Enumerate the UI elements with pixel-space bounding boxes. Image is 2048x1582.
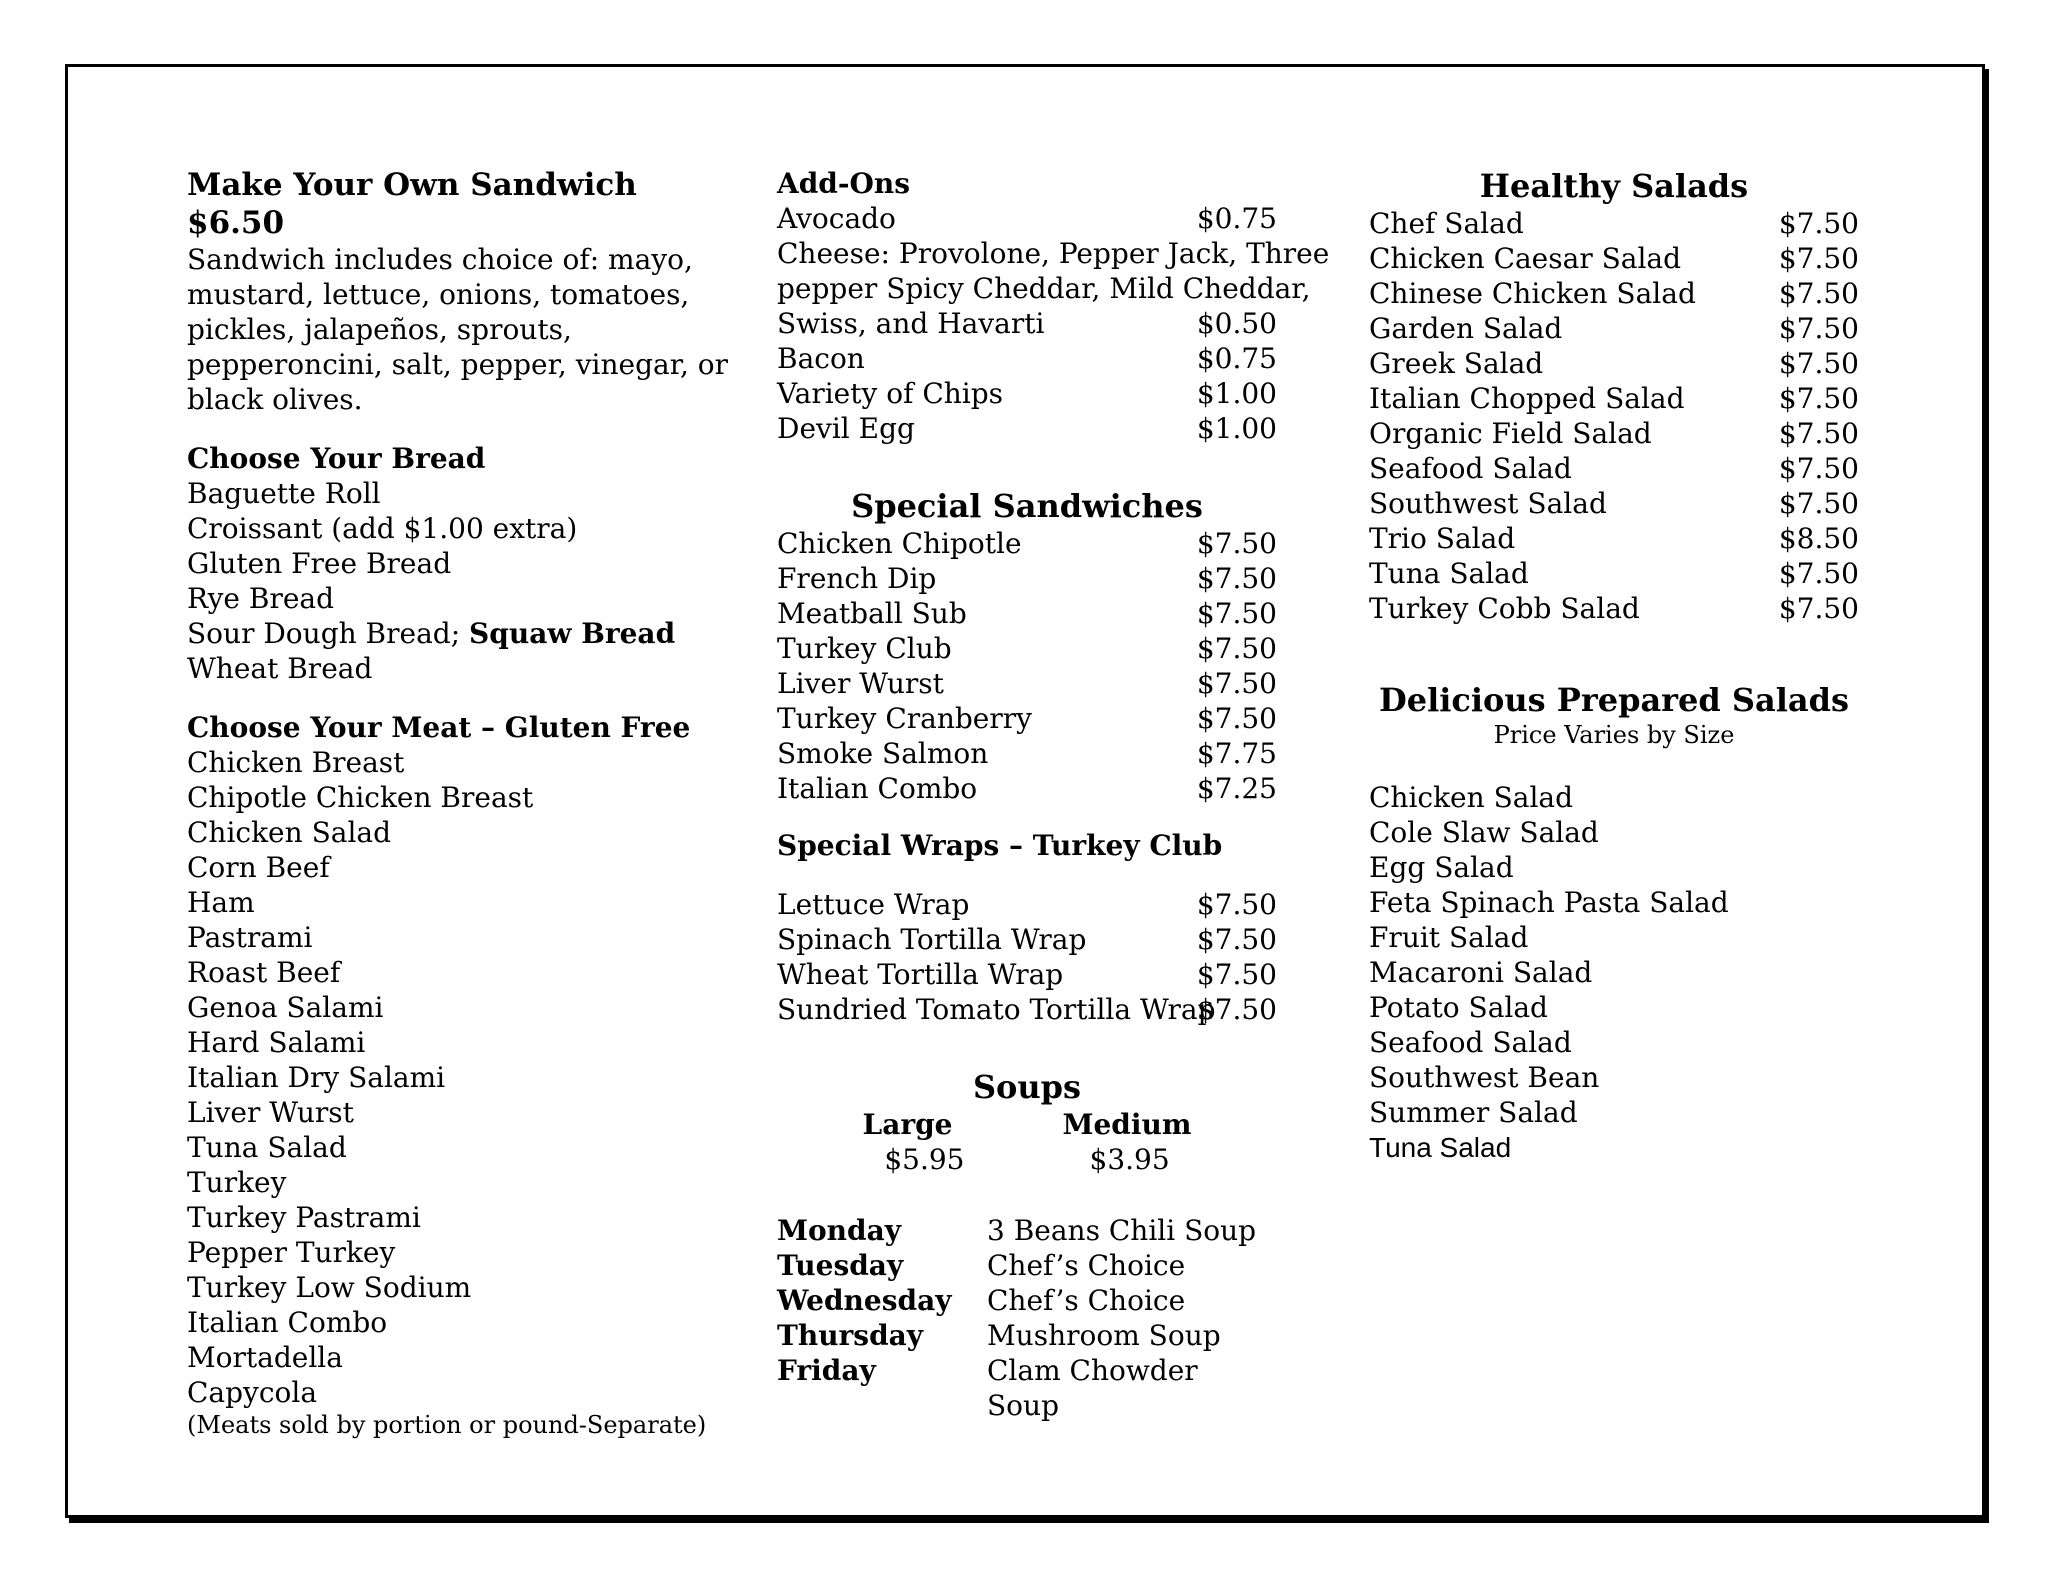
special-name: Chicken Chipotle [777, 527, 1022, 560]
special-name: Smoke Salmon [777, 737, 989, 770]
salad-price: $7.50 [1778, 487, 1859, 520]
salad-row [1369, 521, 1859, 556]
addon-name: Devil Egg [777, 412, 915, 445]
soup-large-price: $5.95 [884, 1143, 965, 1176]
addon-name: Swiss, and Havarti [777, 307, 1045, 340]
wrap-name: Sundried Tomato Tortilla Wrap [777, 993, 1216, 1026]
salad-name: Italian Chopped Salad [1369, 382, 1685, 415]
special-row [777, 561, 1277, 596]
salad-row [1369, 276, 1859, 311]
meat-item: Roast Beef [187, 956, 341, 989]
addon-name: Bacon [777, 342, 865, 375]
special-name: Liver Wurst [777, 667, 944, 700]
special-price: $7.50 [1196, 527, 1277, 560]
special-name: Turkey Cranberry [777, 702, 1032, 735]
meat-item: Mortadella [187, 1341, 343, 1374]
salad-row [1369, 241, 1859, 276]
description-line: pickles, jalapeños, sprouts, [187, 313, 572, 346]
salad-name: Organic Field Salad [1369, 417, 1652, 450]
meat-item: Chipotle Chicken Breast [187, 781, 534, 814]
soups-title: Soups [972, 1068, 1082, 1106]
meat-list [187, 745, 707, 1410]
salad-row [1369, 381, 1859, 416]
salad-row [1369, 416, 1859, 451]
salad-row [1369, 206, 1859, 241]
wrap-row [777, 957, 1277, 992]
prepared-salad-item: Potato Salad [1369, 991, 1548, 1024]
special-row [777, 526, 1277, 561]
addon-price: $0.50 [1196, 307, 1277, 340]
soup-day: Tuesday [777, 1249, 904, 1282]
meat-item: Tuna Salad [187, 1131, 347, 1164]
description-line: black olives. [187, 383, 363, 416]
prepared-salad-item: Seafood Salad [1369, 1026, 1572, 1059]
soup-of-day: Clam Chowder Soup [987, 1354, 1198, 1422]
special-row [777, 631, 1277, 666]
salad-name: Greek Salad [1369, 347, 1544, 380]
prepared-salad-item: Cole Slaw Salad [1369, 816, 1599, 849]
wrap-price: $7.50 [1196, 888, 1277, 921]
salad-row [1369, 556, 1859, 591]
meat-item: Turkey [187, 1166, 287, 1199]
soup-day: Friday [777, 1354, 876, 1387]
prepared-salad-item: Southwest Bean [1369, 1061, 1600, 1094]
wrap-name: Spinach Tortilla Wrap [777, 923, 1087, 956]
soup-schedule [777, 1213, 1277, 1423]
addon-row [777, 201, 1277, 236]
addon-name: Cheese: Provolone, Pepper Jack, Three [777, 237, 1330, 270]
addon-name: Avocado [777, 202, 896, 235]
meat-item: Italian Combo [187, 1306, 388, 1339]
salad-name: Chinese Chicken Salad [1369, 277, 1696, 310]
soup-medium-label: Medium [1062, 1108, 1192, 1141]
addon-price: $0.75 [1196, 202, 1277, 235]
salad-name: Tuna Salad [1369, 557, 1529, 590]
addon-row [777, 376, 1277, 411]
make-your-own-title: Make Your Own Sandwich $6.50 [187, 167, 637, 241]
salad-price: $7.50 [1778, 592, 1859, 625]
salad-row [1369, 591, 1859, 626]
salad-price: $7.50 [1778, 277, 1859, 310]
salad-name: Southwest Salad [1369, 487, 1607, 520]
special-price: $7.25 [1196, 772, 1277, 805]
special-price: $7.75 [1196, 737, 1277, 770]
soup-medium-price: $3.95 [1089, 1143, 1170, 1176]
special-wraps-title: Special Wraps – Turkey Club [777, 829, 1223, 862]
addon-price: $1.00 [1196, 377, 1277, 410]
soup-of-day: 3 Beans Chili Soup [987, 1214, 1257, 1247]
addon-price: $0.75 [1196, 342, 1277, 375]
soup-size-labels [777, 1107, 1277, 1142]
salad-name: Seafood Salad [1369, 452, 1572, 485]
bread-item-squaw: Squaw Bread [469, 617, 676, 650]
meat-item: Genoa Salami [187, 991, 384, 1024]
description-line: Sandwich includes choice of: mayo, [187, 243, 693, 276]
salad-row [1369, 311, 1859, 346]
salad-name: Chicken Caesar Salad [1369, 242, 1682, 275]
column-addons-specials [777, 166, 1330, 1423]
prepared-salad-item: Chicken Salad [1369, 781, 1574, 814]
prepared-salad-item: Tuna Salad [1369, 1132, 1512, 1163]
addons-title: Add-Ons [777, 167, 911, 200]
salad-price: $7.50 [1778, 382, 1859, 415]
soup-of-day: Mushroom Soup [987, 1319, 1221, 1352]
wrap-row [777, 887, 1277, 922]
soup-day: Monday [777, 1214, 902, 1247]
description-line: pepperoncini, salt, pepper, vinegar, or [187, 348, 729, 381]
meat-item: Pepper Turkey [187, 1236, 396, 1269]
addon-row [777, 341, 1277, 376]
special-price: $7.50 [1196, 562, 1277, 595]
column-sandwich-builder [187, 166, 729, 1440]
special-price: $7.50 [1196, 632, 1277, 665]
soup-large-label: Large [862, 1108, 953, 1141]
prepared-salads-list [1369, 780, 1859, 1165]
soup-of-day: Chef’s Choice [987, 1284, 1186, 1317]
salad-price: $7.50 [1778, 417, 1859, 450]
addon-row [777, 306, 1277, 341]
addon-name: pepper Spicy Cheddar, Mild Cheddar, [777, 272, 1311, 305]
soup-day: Wednesday [777, 1284, 952, 1317]
special-sandwiches-title: Special Sandwiches [851, 487, 1203, 525]
meat-section-title: Choose Your Meat – Gluten Free [187, 711, 691, 744]
meat-item: Chicken Breast [187, 746, 405, 779]
meat-item: Italian Dry Salami [187, 1061, 446, 1094]
column-salads [1369, 166, 1859, 1165]
special-row [777, 701, 1277, 736]
salad-price: $7.50 [1778, 452, 1859, 485]
wrap-row [777, 922, 1277, 957]
salad-row [1369, 451, 1859, 486]
salad-price: $7.50 [1778, 557, 1859, 590]
salad-price: $7.50 [1778, 347, 1859, 380]
meat-item: Turkey Low Sodium [187, 1271, 472, 1304]
salad-name: Turkey Cobb Salad [1369, 592, 1640, 625]
bread-item: Croissant (add $1.00 extra) [187, 512, 578, 545]
addon-price: $1.00 [1196, 412, 1277, 445]
special-name: Meatball Sub [777, 597, 967, 630]
meat-item: Hard Salami [187, 1026, 366, 1059]
special-row [777, 736, 1277, 771]
prepared-salads-note: Price Varies by Size [1493, 721, 1735, 749]
bread-item: Baguette Roll [187, 477, 381, 510]
wrap-price: $7.50 [1196, 923, 1277, 956]
special-wraps-list [777, 887, 1277, 1027]
prepared-salad-item: Fruit Salad [1369, 921, 1529, 954]
special-price: $7.50 [1196, 702, 1277, 735]
salad-price: $7.50 [1778, 207, 1859, 240]
addon-row [777, 411, 1277, 446]
meat-item: Chicken Salad [187, 816, 392, 849]
bread-item: Wheat Bread [187, 652, 373, 685]
healthy-salads-list [1369, 206, 1859, 626]
bread-item: Rye Bread [187, 582, 335, 615]
meat-item: Corn Beef [187, 851, 330, 884]
soup-day: Thursday [777, 1319, 924, 1352]
prepared-salad-item: Feta Spinach Pasta Salad [1369, 886, 1729, 919]
prepared-salad-item: Macaroni Salad [1369, 956, 1593, 989]
make-your-own-description [187, 242, 729, 417]
meat-item: Liver Wurst [187, 1096, 354, 1129]
special-name: Turkey Club [777, 632, 952, 665]
special-sandwiches-list [777, 526, 1277, 806]
special-name: Italian Combo [777, 772, 978, 805]
addon-name: Variety of Chips [777, 377, 1004, 410]
bread-list [187, 476, 707, 686]
salad-row [1369, 486, 1859, 521]
special-price: $7.50 [1196, 667, 1277, 700]
wrap-name: Wheat Tortilla Wrap [777, 958, 1064, 991]
salad-name: Chef Salad [1369, 207, 1524, 240]
special-row [777, 771, 1277, 806]
bread-item: Gluten Free Bread [187, 547, 452, 580]
meat-item: Turkey Pastrami [187, 1201, 421, 1234]
bread-section-title: Choose Your Bread [187, 442, 486, 475]
description-line: mustard, lettuce, onions, tomatoes, [187, 278, 690, 311]
healthy-salads-title: Healthy Salads [1479, 167, 1749, 205]
meat-item: Pastrami [187, 921, 313, 954]
wrap-name: Lettuce Wrap [777, 888, 970, 921]
salad-name: Trio Salad [1369, 522, 1516, 555]
salad-price: $7.50 [1778, 312, 1859, 345]
prepared-salads-title: Delicious Prepared Salads [1378, 681, 1850, 719]
bread-item [187, 616, 707, 651]
soup-size-prices [777, 1142, 1277, 1177]
meat-note: (Meats sold by portion or pound-Separate) [187, 1411, 707, 1439]
special-price: $7.50 [1196, 597, 1277, 630]
wrap-row [777, 992, 1277, 1027]
addons-list [777, 201, 1330, 446]
salad-price: $7.50 [1778, 242, 1859, 275]
prepared-salad-item: Summer Salad [1369, 1096, 1578, 1129]
salad-row [1369, 346, 1859, 381]
wrap-price: $7.50 [1196, 958, 1277, 991]
prepared-salad-item: Egg Salad [1369, 851, 1514, 884]
meat-item: Ham [187, 886, 255, 919]
special-row [777, 596, 1277, 631]
salad-name: Garden Salad [1369, 312, 1563, 345]
wrap-price: $7.50 [1196, 993, 1277, 1026]
salad-price: $8.50 [1778, 522, 1859, 555]
meat-item: Capycola [187, 1376, 318, 1409]
special-row [777, 666, 1277, 701]
soup-of-day: Chef’s Choice [987, 1249, 1186, 1282]
bread-item-sour: Sour Dough Bread; [187, 617, 470, 650]
special-name: French Dip [777, 562, 937, 595]
